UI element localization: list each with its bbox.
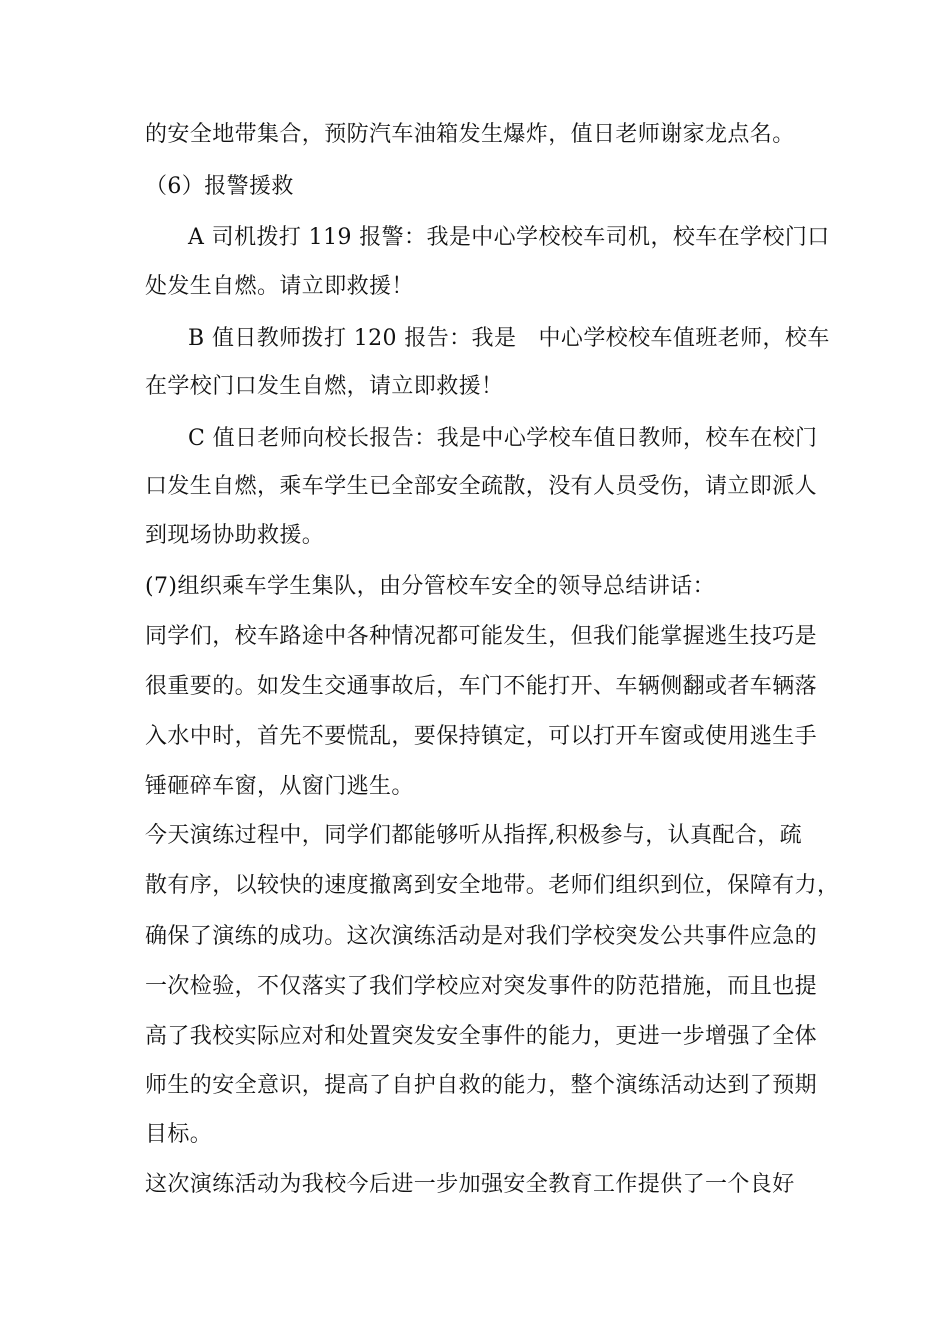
text-line: 在学校门口发生自燃，请立即救援！ (145, 374, 504, 399)
text-line: 这次演练活动为我校今后进一步加强安全教育工作提供了一个良好 (145, 1172, 795, 1197)
text-line: 一次检验，不仅落实了我们学校应对突发事件的防范措施，而且也提 (145, 974, 818, 999)
text-line: 锤砸碎车窗，从窗门逃生。 (145, 774, 414, 799)
text-line: 散有序，以较快的速度撤离到安全地带。老师们组织到位，保障有力， (145, 873, 840, 898)
text-line: 口发生自燃，乘车学生已全部安全疏散，没有人员受伤，请立即派人 (145, 474, 818, 499)
text-line: A 司机拨打 119 报警：我是中心学校校车司机，校车在学校门口 (188, 225, 830, 250)
text-line: 确保了演练的成功。这次演练活动是对我们学校突发公共事件应急的 (145, 924, 818, 949)
text-line: 目标。 (145, 1122, 213, 1147)
text-line: 同学们，校车路途中各种情况都可能发生，但我们能掌握逃生技巧是 (145, 624, 818, 649)
section-heading: （6）报警援救 (145, 174, 294, 199)
text-line: 的安全地带集合，预防汽车油箱发生爆炸，值日老师谢家龙点名。 (145, 122, 795, 147)
text-line: 很重要的。如发生交通事故后，车门不能打开、车辆侧翻或者车辆落 (145, 674, 818, 699)
text-line: C 值日老师向校长报告：我是中心学校车值日教师，校车在校门 (188, 426, 818, 451)
text-line: 处发生自燃。请立即救援！ (145, 274, 414, 299)
text-line: 入水中时，首先不要慌乱，要保持镇定，可以打开车窗或使用逃生手 (145, 724, 818, 749)
text-line: B 值日教师拨打 120 报告：我是 中心学校校车值班老师，校车 (188, 326, 830, 351)
text-line: 今天演练过程中，同学们都能够听从指挥,积极参与，认真配合，疏 (145, 823, 802, 848)
text-line: 高了我校实际应对和处置突发安全事件的能力，更进一步增强了全体 (145, 1024, 818, 1049)
section-heading: (7)组织乘车学生集队，由分管校车安全的领导总结讲话： (145, 574, 715, 599)
text-line: 师生的安全意识，提高了自护自救的能力，整个演练活动达到了预期 (145, 1073, 818, 1098)
text-line: 到现场协助救援。 (145, 523, 325, 548)
